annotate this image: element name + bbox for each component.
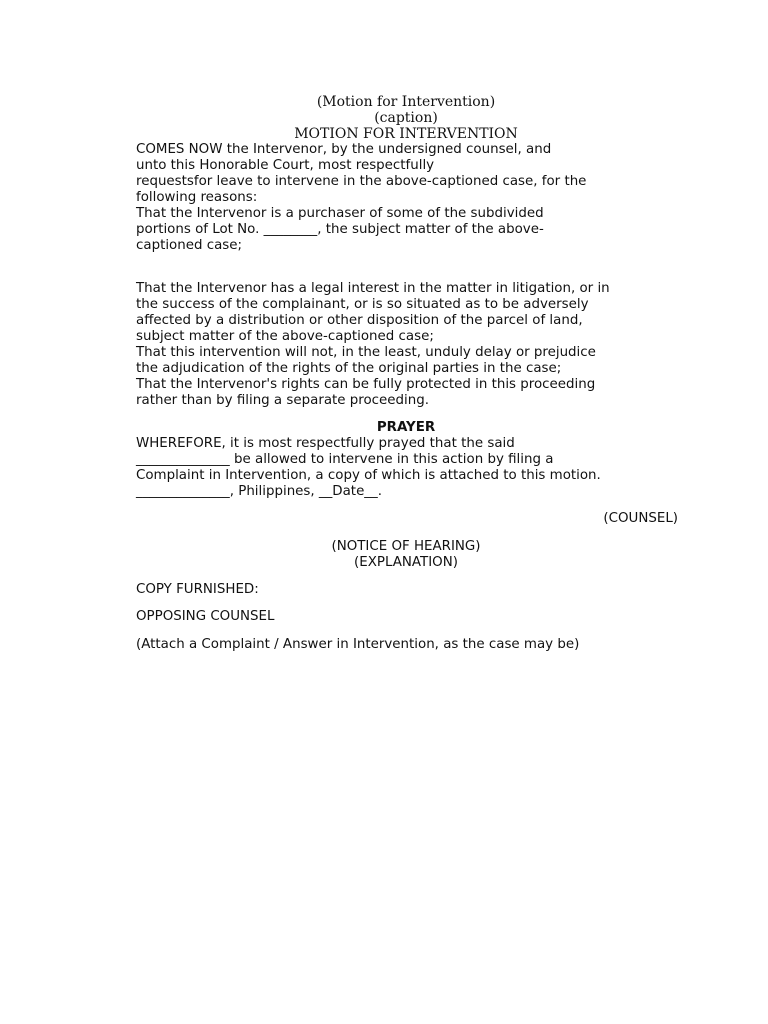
prayer-line: WHEREFORE, it is most respectfully prayed that the said [136,436,515,451]
intro-line: COMES NOW the Intervenor, by the undersigned counsel, and [136,142,552,157]
prayer-line: Complaint in Intervention, a copy of which is attached to this motion. [136,468,601,483]
notice-of-hearing: (NOTICE OF HEARING) [331,539,481,554]
prayer-line: ______________, Philippines, __Date__. [136,484,382,499]
caption-line: (caption) [374,110,438,126]
reason-line: That the Intervenor has a legal interest in the matter in litigation, or in [136,281,610,296]
reason-line: That the Intervenor's rights can be fully protected in this proceeding [136,377,596,392]
document-title: (Motion for Intervention) [316,94,496,110]
reason-line: affected by a distribution or other disposition of the parcel of land, [136,313,583,328]
reason-line: subject matter of the above-captioned case; [136,329,434,344]
intro-line: requestsfor leave to intervene in the above-captioned case, for the [136,174,587,189]
reason-line: rather than by filing a separate proceeding. [136,393,429,408]
opposing-counsel: OPPOSING COUNSEL [136,609,275,624]
reason-line: the success of the complainant, or is so situated as to be adversely [136,297,589,312]
copy-furnished: COPY FURNISHED: [136,582,259,597]
intro-line: unto this Honorable Court, most respectfully [136,158,435,173]
intro-line: following reasons: [136,190,258,205]
intro-line: That the Intervenor is a purchaser of some of the subdivided [136,206,544,221]
motion-title: MOTION FOR INTERVENTION [294,126,518,142]
reason-line: the adjudication of the rights of the original parties in the case; [136,361,562,376]
counsel-signature: (COUNSEL) [603,511,678,526]
reason-line: That this intervention will not, in the least, unduly delay or prejudice [136,345,596,360]
attach-note: (Attach a Complaint / Answer in Intervention, as the case may be) [136,637,580,652]
intro-line: portions of Lot No. ________, the subject matter of the above- [136,222,544,237]
explanation: (EXPLANATION) [354,555,458,570]
intro-line: captioned case; [136,238,243,253]
prayer-line: ______________ be allowed to intervene in this action by filing a [136,452,554,467]
prayer-heading: PRAYER [376,420,436,435]
